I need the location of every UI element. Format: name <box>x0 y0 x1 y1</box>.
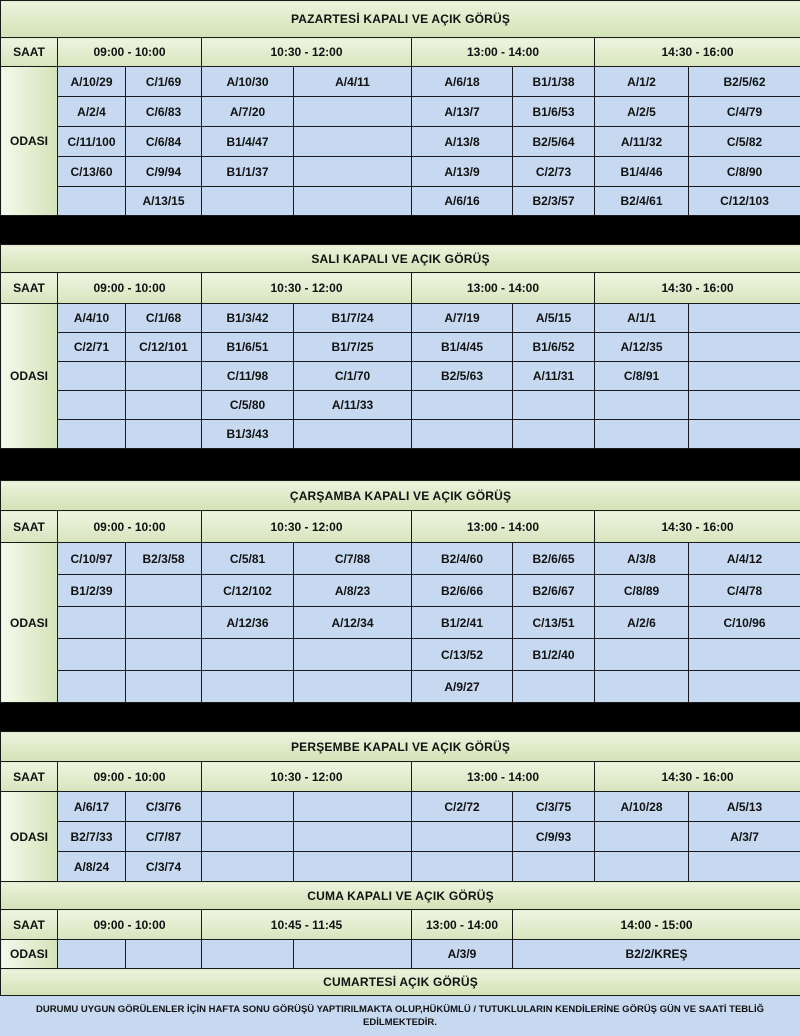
schedule-cell <box>58 607 126 639</box>
schedule-cell: C/8/91 <box>595 362 689 391</box>
schedule-cell: C/2/71 <box>58 333 126 362</box>
odasi-label: ODASI <box>1 940 58 969</box>
friday-title: CUMA KAPALI VE AÇIK GÖRÜŞ <box>1 882 800 910</box>
schedule-cell <box>58 420 126 449</box>
schedule-cell: B1/6/51 <box>202 333 294 362</box>
saturday-title: CUMARTESİ AÇIK GÖRÜŞ <box>1 969 800 996</box>
slot-header: 10:30 - 12:00 <box>202 762 412 792</box>
slot-header: 10:30 - 12:00 <box>202 273 412 304</box>
schedule-cell: C/11/98 <box>202 362 294 391</box>
saat-label: SAAT <box>1 273 58 304</box>
schedule-cell: C/11/100 <box>58 127 126 157</box>
schedule-cell <box>595 852 689 882</box>
schedule-cell: C/8/89 <box>595 575 689 607</box>
schedule-cell: B1/1/38 <box>513 67 595 97</box>
slot-header: 10:30 - 12:00 <box>202 38 412 67</box>
thursday-friday-table <box>0 731 800 996</box>
schedule-cell <box>689 333 800 362</box>
schedule-cell <box>126 362 202 391</box>
schedule-cell: A/10/28 <box>595 792 689 822</box>
schedule-cell: A/13/8 <box>412 127 513 157</box>
slot-header: 09:00 - 10:00 <box>58 273 202 304</box>
schedule-cell: B1/3/42 <box>202 304 294 333</box>
schedule-cell: A/13/15 <box>126 187 202 216</box>
thursday-title: PERŞEMBE KAPALI VE AÇIK GÖRÜŞ <box>1 732 800 762</box>
schedule-cell: A/9/27 <box>412 671 513 703</box>
monday-table <box>0 0 800 216</box>
schedule-cell: C/9/94 <box>126 157 202 187</box>
schedule-cell: A/7/19 <box>412 304 513 333</box>
schedule-cell <box>294 97 412 127</box>
schedule-cell <box>126 671 202 703</box>
schedule-cell: A/12/36 <box>202 607 294 639</box>
schedule-cell: C/6/83 <box>126 97 202 127</box>
slot-header: 13:00 - 14:00 <box>412 762 595 792</box>
schedule-cell: C/13/60 <box>58 157 126 187</box>
schedule-cell <box>689 852 800 882</box>
schedule-cell <box>412 391 513 420</box>
schedule-cell <box>513 391 595 420</box>
schedule-cell: B1/4/47 <box>202 127 294 157</box>
schedule-cell: A/3/8 <box>595 543 689 575</box>
schedule-cell: B1/2/39 <box>58 575 126 607</box>
schedule-cell: A/2/6 <box>595 607 689 639</box>
schedule-cell <box>595 822 689 852</box>
schedule-cell: C/2/73 <box>513 157 595 187</box>
schedule-cell <box>513 420 595 449</box>
slot-header: 14:30 - 16:00 <box>595 762 800 792</box>
schedule-cell <box>294 157 412 187</box>
schedule-cell: B2/6/67 <box>513 575 595 607</box>
schedule-cell: B2/5/63 <box>412 362 513 391</box>
schedule-cell <box>58 362 126 391</box>
odasi-label: ODASI <box>1 543 58 703</box>
schedule-cell: A/10/29 <box>58 67 126 97</box>
schedule-cell <box>595 671 689 703</box>
weekend-note: DURUMU UYGUN GÖRÜLENLER İÇİN HAFTA SONU GÖRÜŞÜ YAPTIRILMAKTA OLUP,HÜKÜMLÜ / TUTUKLULARIN KENDİLERİNE GÖRÜŞ GÜN VE SAATİ TEBLİĞ EDİLMEKTEDİR. <box>0 995 800 1036</box>
schedule-cell <box>294 852 412 882</box>
schedule-cell: B1/7/25 <box>294 333 412 362</box>
schedule-cell: B1/6/53 <box>513 97 595 127</box>
slot-header: 10:45 - 11:45 <box>202 910 412 940</box>
schedule-cell <box>294 822 412 852</box>
schedule-cell <box>202 187 294 216</box>
schedule-cell: C/1/69 <box>126 67 202 97</box>
schedule-cell: A/11/32 <box>595 127 689 157</box>
schedule-cell: C/12/102 <box>202 575 294 607</box>
schedule-cell: B2/3/57 <box>513 187 595 216</box>
schedule-cell <box>689 420 800 449</box>
schedule-cell <box>294 792 412 822</box>
schedule-cell: B1/7/24 <box>294 304 412 333</box>
odasi-label: ODASI <box>1 67 58 216</box>
schedule-cell <box>58 391 126 420</box>
schedule-cell: B2/3/58 <box>126 543 202 575</box>
schedule-cell: C/9/93 <box>513 822 595 852</box>
slot-header: 13:00 - 14:00 <box>412 511 595 543</box>
schedule-cell: A/2/4 <box>58 97 126 127</box>
schedule-cell <box>294 420 412 449</box>
schedule-cell <box>126 607 202 639</box>
schedule-cell: A/7/20 <box>202 97 294 127</box>
schedule-cell: C/6/84 <box>126 127 202 157</box>
slot-header: 14:30 - 16:00 <box>595 511 800 543</box>
schedule-cell <box>412 822 513 852</box>
slot-header: 14:00 - 15:00 <box>513 910 800 940</box>
schedule-cell: C/5/80 <box>202 391 294 420</box>
schedule-cell <box>595 639 689 671</box>
schedule-cell <box>202 940 294 969</box>
schedule-cell <box>58 187 126 216</box>
schedule-cell <box>126 575 202 607</box>
wednesday-title: ÇARŞAMBA KAPALI VE AÇIK GÖRÜŞ <box>1 481 800 511</box>
schedule-cell <box>294 639 412 671</box>
schedule-cell <box>412 420 513 449</box>
odasi-label: ODASI <box>1 304 58 449</box>
schedule-cell: C/5/81 <box>202 543 294 575</box>
schedule-cell <box>126 391 202 420</box>
schedule-cell: C/3/75 <box>513 792 595 822</box>
schedule-cell: A/6/16 <box>412 187 513 216</box>
schedule-cell: B1/6/52 <box>513 333 595 362</box>
slot-header: 14:30 - 16:00 <box>595 38 800 67</box>
schedule-cell <box>294 187 412 216</box>
schedule-cell <box>202 671 294 703</box>
schedule-cell: C/4/78 <box>689 575 800 607</box>
schedule-cell: C/12/103 <box>689 187 800 216</box>
schedule-cell: A/11/33 <box>294 391 412 420</box>
schedule-cell: C/7/88 <box>294 543 412 575</box>
schedule-cell: A/1/2 <box>595 67 689 97</box>
schedule-cell <box>689 391 800 420</box>
schedule-cell: C/13/52 <box>412 639 513 671</box>
schedule-cell: B1/4/46 <box>595 157 689 187</box>
schedule-cell: C/5/82 <box>689 127 800 157</box>
slot-header: 09:00 - 10:00 <box>58 511 202 543</box>
schedule-cell: A/6/17 <box>58 792 126 822</box>
schedule-cell <box>412 852 513 882</box>
tuesday-table <box>0 244 800 449</box>
schedule-cell: A/1/1 <box>595 304 689 333</box>
schedule-cell: B2/5/62 <box>689 67 800 97</box>
schedule-cell: A/3/9 <box>412 940 513 969</box>
schedule-cell: A/12/34 <box>294 607 412 639</box>
schedule-cell: B2/4/61 <box>595 187 689 216</box>
schedule-cell: B2/4/60 <box>412 543 513 575</box>
slot-header: 09:00 - 10:00 <box>58 38 202 67</box>
schedule-cell: C/12/101 <box>126 333 202 362</box>
schedule-cell: C/10/96 <box>689 607 800 639</box>
slot-header: 13:00 - 14:00 <box>412 273 595 304</box>
schedule-cell <box>58 940 126 969</box>
schedule-cell: C/10/97 <box>58 543 126 575</box>
schedule-cell: B1/2/41 <box>412 607 513 639</box>
schedule-cell: B2/6/65 <box>513 543 595 575</box>
schedule-cell: A/10/30 <box>202 67 294 97</box>
monday-title: PAZARTESİ KAPALI VE AÇIK GÖRÜŞ <box>1 1 800 38</box>
schedule-cell: C/8/90 <box>689 157 800 187</box>
schedule-cell: B2/2/KREŞ <box>513 940 800 969</box>
schedule-cell: A/13/7 <box>412 97 513 127</box>
schedule-cell <box>689 304 800 333</box>
schedule-cell: A/2/5 <box>595 97 689 127</box>
schedule-cell <box>126 940 202 969</box>
schedule-cell <box>58 639 126 671</box>
schedule-cell <box>294 940 412 969</box>
slot-header: 13:00 - 14:00 <box>412 910 513 940</box>
schedule-cell: A/4/12 <box>689 543 800 575</box>
saat-label: SAAT <box>1 511 58 543</box>
schedule-cell: A/4/11 <box>294 67 412 97</box>
schedule-cell <box>595 391 689 420</box>
schedule-cell <box>513 852 595 882</box>
schedule-cell: B2/5/64 <box>513 127 595 157</box>
schedule-cell: B1/2/40 <box>513 639 595 671</box>
schedule-cell <box>202 792 294 822</box>
slot-header: 14:30 - 16:00 <box>595 273 800 304</box>
tuesday-title: SALI KAPALI VE AÇIK GÖRÜŞ <box>1 245 800 273</box>
slot-header: 10:30 - 12:00 <box>202 511 412 543</box>
schedule-cell <box>294 127 412 157</box>
schedule-cell: A/6/18 <box>412 67 513 97</box>
saat-label: SAAT <box>1 910 58 940</box>
schedule-cell: A/5/13 <box>689 792 800 822</box>
schedule-cell: C/1/68 <box>126 304 202 333</box>
schedule-cell: A/12/35 <box>595 333 689 362</box>
schedule-cell <box>513 671 595 703</box>
schedule-cell: B2/6/66 <box>412 575 513 607</box>
schedule-cell <box>202 639 294 671</box>
schedule-cell: C/13/51 <box>513 607 595 639</box>
saat-label: SAAT <box>1 762 58 792</box>
schedule-cell <box>595 420 689 449</box>
schedule-cell <box>689 362 800 391</box>
schedule-cell: A/4/10 <box>58 304 126 333</box>
schedule-cell: A/3/7 <box>689 822 800 852</box>
schedule-cell <box>126 639 202 671</box>
schedule-cell: A/5/15 <box>513 304 595 333</box>
schedule-cell: C/4/79 <box>689 97 800 127</box>
schedule-cell: C/3/74 <box>126 852 202 882</box>
schedule-cell <box>294 671 412 703</box>
slot-header: 13:00 - 14:00 <box>412 38 595 67</box>
schedule-cell <box>126 420 202 449</box>
schedule-cell: C/3/76 <box>126 792 202 822</box>
schedule-cell: C/7/87 <box>126 822 202 852</box>
schedule-cell: A/8/23 <box>294 575 412 607</box>
slot-header: 09:00 - 10:00 <box>58 910 202 940</box>
schedule-cell: B1/4/45 <box>412 333 513 362</box>
schedule-cell: A/8/24 <box>58 852 126 882</box>
schedule-cell: C/2/72 <box>412 792 513 822</box>
odasi-label: ODASI <box>1 792 58 882</box>
schedule-cell: A/11/31 <box>513 362 595 391</box>
schedule-cell: C/1/70 <box>294 362 412 391</box>
schedule-cell: B2/7/33 <box>58 822 126 852</box>
schedule-cell <box>58 671 126 703</box>
schedule-cell: B1/3/43 <box>202 420 294 449</box>
saat-label: SAAT <box>1 38 58 67</box>
schedule-cell: B1/1/37 <box>202 157 294 187</box>
schedule-cell <box>689 671 800 703</box>
schedule-cell <box>689 639 800 671</box>
wednesday-table <box>0 480 800 703</box>
schedule-cell <box>202 822 294 852</box>
slot-header: 09:00 - 10:00 <box>58 762 202 792</box>
schedule-cell: A/13/9 <box>412 157 513 187</box>
schedule-cell <box>202 852 294 882</box>
